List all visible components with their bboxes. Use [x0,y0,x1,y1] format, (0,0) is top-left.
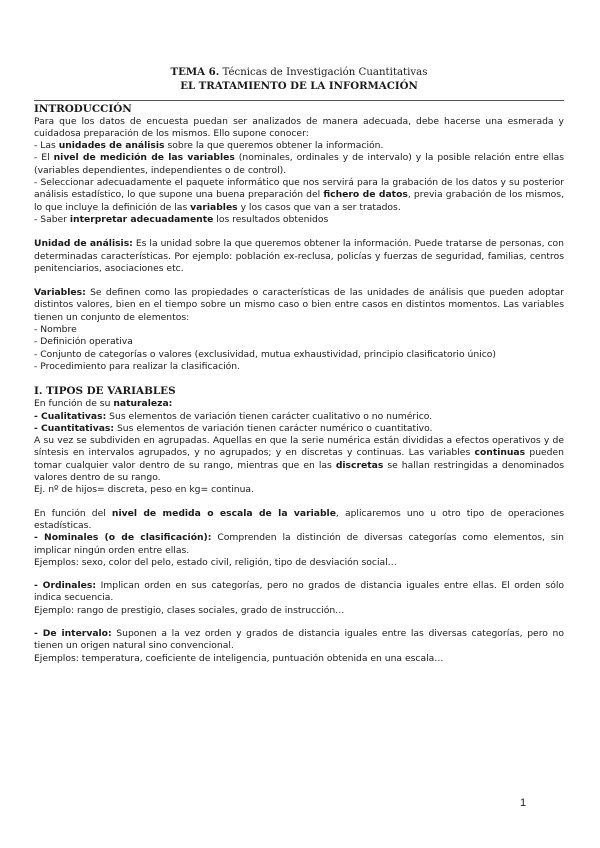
document-subtitle: EL TRATAMIENTO DE LA INFORMACIÓN [180,79,418,92]
cuantitativas-item: - Cuantitativas: Sus elementos de variación tienen carácter numérico o cuantitativo. [34,422,433,434]
variables-item: - Definición operativa [34,336,133,348]
subdivision-paragraph: A su vez se subdividen en agrupadas. Aquellas en que la serie numérica están divididas a efectos operativos y de síntesis en intervalos agrupados, y no agrupados; y en discretas y continuas. Las variables continuas pueden tomar cualquier valor dentro de su rango, mientras que en las discretas se hallan restringidas a denominados valores dentro de su rango. [34,435,564,484]
nominales-item: - Nominales (o de clasificación): Comprenden la distinción de diversas categorías como elementos, sin implicar ningún orden entre ellas. [34,532,564,556]
document-page [34,66,564,665]
intro-paragraph: Para que los datos de encuesta puedan ser analizados de manera adecuada, debe hacerse una esmerada y cuidadosa preparación de los mismos. Ello supone conocer: [34,115,564,139]
unidad-analisis-paragraph: Unidad de análisis: Es la unidad sobre la que queremos obtener la información. Puede tratarse de personas, con determinadas características. Por ejemplo: población ex-reclusa, policías y fuerzas de seguridad, familias, centros penitenciarios, asociaciones etc. [34,238,564,274]
intro-item-interpretar: - Saber interpretar adecuadamente los resultados obtenidos [34,213,329,225]
ordinales-item: - Ordinales: Implican orden en sus categorías, pero no grados de distancia iguales entre ellas. El orden sólo indica secuencia. [34,580,565,604]
naturaleza-line: En función de su naturaleza: [34,398,173,410]
intervalo-examples: Ejemplos: temperatura, coeficiente de inteligencia, puntuación obtenida en una escala… [34,652,444,664]
intro-item-paquete: - Seleccionar adecuadamente el paquete informático que nos servirá para la grabación de los datos y su posterior análisis estadístico, lo que supone una buena preparación del fichero de datos, previa grabación de los mismos, lo que incluye la definición de las variables y los casos que van a ser tratados. [34,177,564,213]
variables-item: - Procedimiento para realizar la clasificación. [34,360,241,372]
section-heading-introduccion: INTRODUCCIÓN [34,102,132,115]
title-divider [34,96,564,101]
intro-item-nivel: - El nivel de medición de las variables (nominales, ordinales y de intervalo) y la posible relación entre ellas (variables dependientes, independientes o de control). [34,152,564,176]
variables-paragraph: Variables: Se definen como las propiedades o características de las unidades de análisis que pueden adoptar distintos valores, bien en el tiempo sobre un mismo caso o bien entre casos en distintos momentos. Las variables tienen un conjunto de elementos: [34,287,564,323]
variables-item: - Conjunto de categorías o valores (exclusividad, mutua exhaustividad, principio clasificatorio único) [34,348,496,360]
intervalo-item: - De intervalo: Suponen a la vez orden y grados de distancia iguales entre las diversas categorías, pero no tienen un origen natural sino convencional. [34,627,564,652]
document-title [34,66,564,80]
intro-item-unidades: - Las unidades de análisis sobre la que queremos obtener la información. [34,140,384,152]
title-topic-number: TEMA 6. [170,66,220,78]
example-line: Ej. nº de hijos= discreta, peso en kg= continua. [34,484,254,496]
page-number: 1 [520,797,527,809]
title-topic-name: Técnicas de Investigación Cuantitativas [219,67,428,78]
section-heading-tipos: I. TIPOS DE VARIABLES [34,385,176,398]
cualitativas-item: - Cualitativas: Sus elementos de variación tienen carácter cualitativo o no numérico. [34,410,433,422]
variables-item: - Nombre [34,324,77,336]
nivel-medida-line: En función del nivel de medida o escala de la variable, aplicaremos uno u otro tipo de operaciones estadísticas. [34,507,564,531]
nominales-examples: Ejemplos: sexo, color del pelo, estado civil, religión, tipo de desviación social… [34,556,397,568]
ordinales-examples: Ejemplo: rango de prestigio, clases sociales, grado de instrucción… [34,604,345,616]
